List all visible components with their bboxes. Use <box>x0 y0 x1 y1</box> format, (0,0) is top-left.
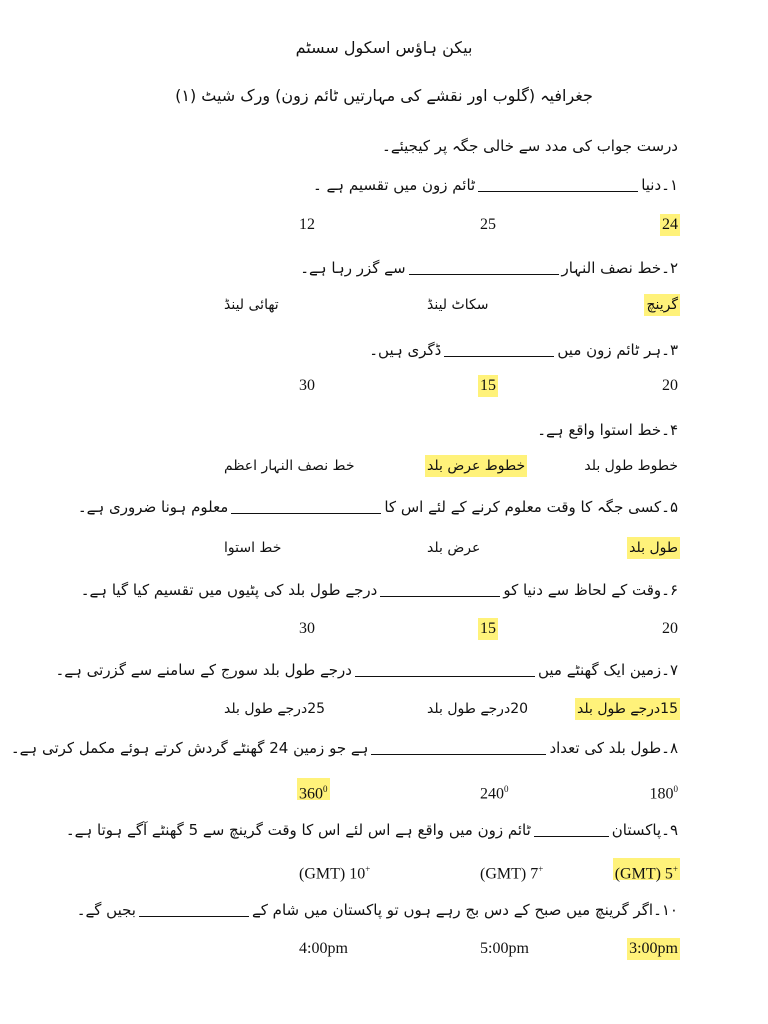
answer-blank[interactable] <box>478 180 638 192</box>
question-text-after: سے گزر رہا ہے۔ <box>300 259 406 277</box>
question-8 <box>10 738 678 758</box>
option-3[interactable]: 30 <box>299 620 315 637</box>
question-text-before: خط استوا واقع ہے۔ <box>537 421 662 439</box>
question-number: ۲۔ <box>661 259 678 277</box>
answer-blank[interactable] <box>444 345 554 357</box>
option-2[interactable]: 20درجے طول بلد <box>427 701 529 717</box>
question-text-before: زمین ایک گھنٹے میں <box>537 661 662 679</box>
question-text-after: ہے جو زمین 24 گھنٹے گردش کرتے ہوئے مکمل کرتی ہے۔ <box>10 739 369 757</box>
question-text-after: ڈگری ہیں۔ <box>369 341 442 359</box>
question-text-before: وقت کے لحاظ سے دنیا کو <box>503 581 662 599</box>
option-1-highlighted[interactable]: 3:00pm <box>627 938 680 960</box>
question-7 <box>55 660 678 680</box>
option-3[interactable]: 4:00pm <box>299 940 348 957</box>
question-5 <box>60 497 678 517</box>
options-row-8 <box>0 778 768 802</box>
option-2-highlighted[interactable]: خطوط عرض بلد <box>425 455 527 477</box>
answer-blank[interactable] <box>139 905 249 917</box>
option-2[interactable]: عرض بلد <box>427 540 481 556</box>
options-row-5 <box>0 537 768 561</box>
answer-blank[interactable] <box>355 665 535 677</box>
question-2 <box>60 258 678 278</box>
page-title: بیکن ہاؤس اسکول سسٹم <box>295 38 473 57</box>
question-text-before: ہر ٹائم زون میں <box>557 341 662 359</box>
option-3[interactable]: 12 <box>299 216 315 233</box>
options-row-1 <box>0 214 768 238</box>
option-2[interactable]: $240^0$ <box>480 784 509 803</box>
option-1-highlighted[interactable]: 24 <box>660 214 680 236</box>
question-number: ۳۔ <box>661 341 678 359</box>
options-row-6 <box>0 618 768 642</box>
question-text-before: خط نصف النہار <box>561 259 662 277</box>
option-3[interactable]: خط نصف النہار اعظم <box>224 458 355 474</box>
question-text-after: درجے طول بلد کی پٹیوں میں تقسیم کیا گیا ہے۔ <box>80 581 378 599</box>
question-text-after: ٹائم زون میں واقع ہے اس لئے اس کا وقت گرینچ سے 5 گھنٹے آگے ہوتا ہے۔ <box>65 821 531 839</box>
option-1[interactable]: خطوط طول بلد <box>584 458 678 474</box>
question-4 <box>60 420 678 440</box>
question-text-before: دنیا <box>641 176 662 194</box>
instruction-text: درست جواب کی مدد سے خالی جگہ پر کیجیئے۔ <box>382 137 678 155</box>
option-3[interactable]: (GMT) 10+ <box>299 864 371 883</box>
option-2-highlighted[interactable]: 15 <box>478 618 498 640</box>
options-row-9 <box>0 858 768 882</box>
page-subtitle: جغرافیہ (گلوب اور نقشے کی مہارتیں ٹائم زون) ورک شیٹ (۱) <box>175 86 593 105</box>
options-row-10 <box>0 938 768 962</box>
answer-blank[interactable] <box>380 585 500 597</box>
options-row-3 <box>0 375 768 399</box>
option-1[interactable]: 20 <box>662 620 678 637</box>
option-3-highlighted[interactable]: $360^0$ <box>297 778 330 800</box>
option-1-highlighted[interactable]: طول بلد <box>627 537 680 559</box>
option-1[interactable]: 20 <box>662 377 678 394</box>
question-number: ۴۔ <box>661 421 678 439</box>
question-6 <box>60 580 678 600</box>
question-10 <box>60 900 678 920</box>
option-1-highlighted[interactable]: (GMT) 5+ <box>613 858 680 880</box>
question-1 <box>60 175 678 195</box>
question-number: ۵۔ <box>661 498 678 516</box>
option-3[interactable]: تھائی لینڈ <box>224 297 279 313</box>
question-text-after: درجے طول بلد سورج کے سامنے سے گزرتی ہے۔ <box>55 661 352 679</box>
question-number: ۱۔ <box>661 176 678 194</box>
option-1[interactable]: $180^0$ <box>649 784 678 803</box>
answer-blank[interactable] <box>371 743 546 755</box>
options-row-7 <box>0 698 768 722</box>
option-2[interactable]: 5:00pm <box>480 940 529 957</box>
question-text-before: اگر گرینچ میں صبح کے دس بج رہے ہوں تو پاکستان میں شام کے <box>251 901 654 919</box>
option-1-highlighted[interactable]: 15درجے طول بلد <box>575 698 680 720</box>
option-3[interactable]: خط استوا <box>224 540 282 556</box>
question-number: ۱۰۔ <box>653 901 678 919</box>
question-number: ۸۔ <box>661 739 678 757</box>
answer-blank[interactable] <box>231 502 381 514</box>
option-3[interactable]: 30 <box>299 377 315 394</box>
option-2[interactable]: 25 <box>480 216 496 233</box>
question-text-after: معلوم ہونا ضروری ہے۔ <box>77 498 229 516</box>
question-number: ۷۔ <box>661 661 678 679</box>
options-row-4 <box>0 455 768 479</box>
question-number: ۹۔ <box>661 821 678 839</box>
option-3[interactable]: 25درجے طول بلد <box>224 701 326 717</box>
option-1-highlighted[interactable]: گرینچ <box>644 294 680 316</box>
question-9 <box>60 820 678 840</box>
question-number: ۶۔ <box>661 581 678 599</box>
option-2-highlighted[interactable]: 15 <box>478 375 498 397</box>
options-row-2 <box>0 294 768 318</box>
question-text-before: کسی جگہ کا وقت معلوم کرنے کے لئے اس کا <box>384 498 662 516</box>
answer-blank[interactable] <box>409 263 559 275</box>
question-3 <box>60 340 678 360</box>
question-text-after: ٹائم زون میں تقسیم ہے ۔ <box>312 176 476 194</box>
question-text-before: طول بلد کی تعداد <box>549 739 662 757</box>
question-text-before: پاکستان <box>611 821 662 839</box>
option-2[interactable]: (GMT) 7+ <box>480 864 544 883</box>
option-2[interactable]: سکاٹ لینڈ <box>427 297 489 313</box>
answer-blank[interactable] <box>534 825 609 837</box>
question-text-after: بجیں گے۔ <box>76 901 136 919</box>
